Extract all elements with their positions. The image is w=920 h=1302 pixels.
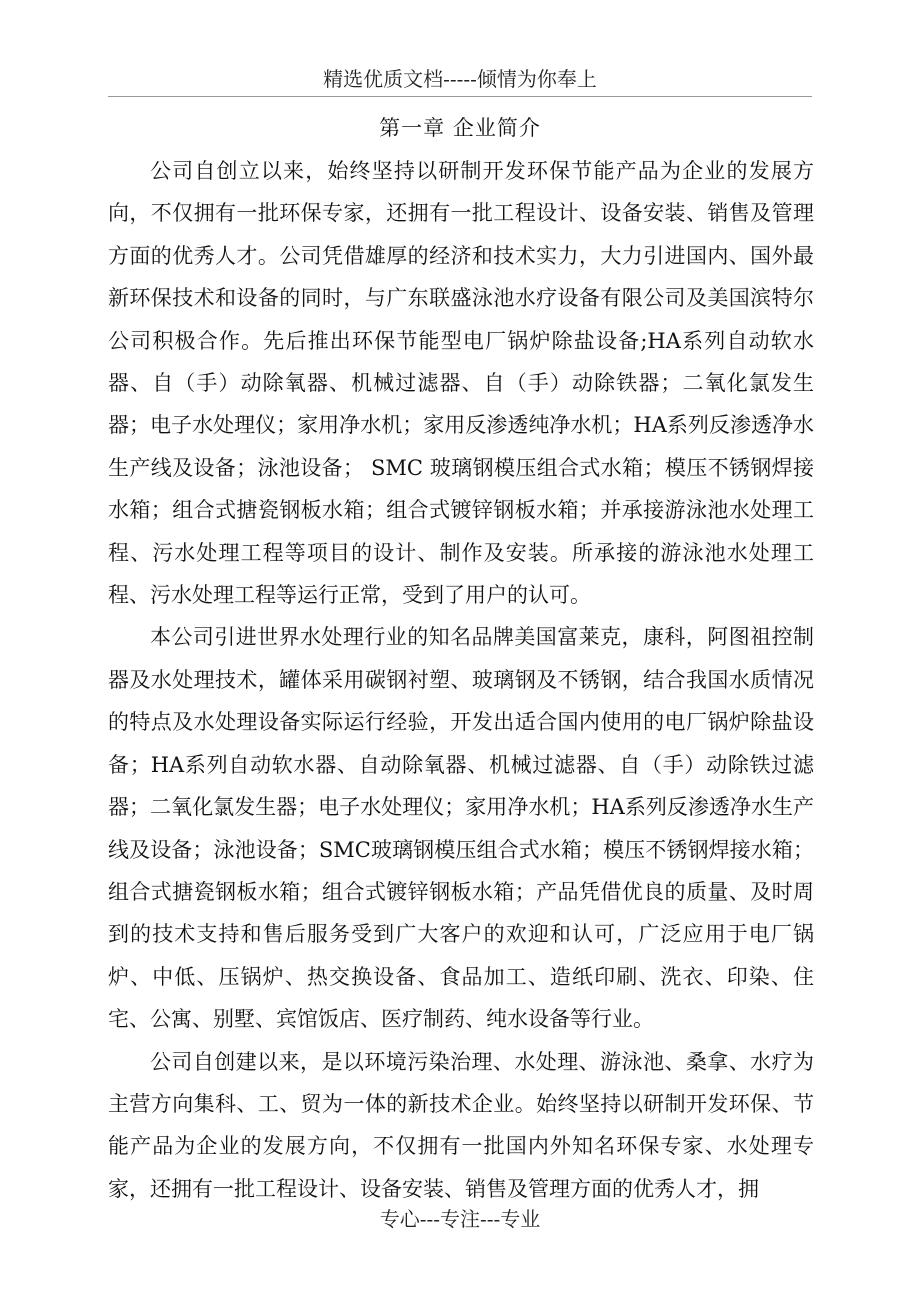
paragraph-company-history: 公司自创立以来，始终坚持以研制开发环保节能产品为企业的发展方向，不仅拥有一批环保专家，还拥有一批工程设计、设备安装、销售及管理方面的优秀人才。公司凭借雄厚的经济和技术实力，大力引进国内、国外最新环保技术和设备的同时，与广东联盛泳池水疗设备有限公司及美国滨特尔公司积极合作。先后推出环保节能型电厂锅炉除盐设备;HA系列自动软水器、自（手）动除氧器、机械过滤器、自（手）动除铁器；二氧化氯发生器；电子水处理仪；家用净水机；家用反渗透纯净水机；HA系列反渗透净水生产线及设备；泳池设备； SMC 玻璃钢模压组合式水箱；模压不锈钢焊接水箱；组合式搪瓷钢板水箱；组合式镀锌钢板水箱；并承接游泳池水处理工程、污水处理工程等项目的设计、制作及安装。所承接的游泳池水处理工程、污水处理工程等运行正常，受到了用户的认可。 [108, 159, 814, 608]
chapter-title: 第一章 企业简介 [379, 116, 541, 140]
paragraph-business-scope: 公司自创建以来，是以环境污染治理、水处理、游泳池、桑拿、水疗为主营方向集科、工、贸为一体的新技术企业。始终坚持以研制开发环保、节能产品为企业的发展方向，不仅拥有一批国内外知名环保专家、水处理专家，还拥有一批工程设计、设备安装、销售及管理方面的优秀人才，拥 [108, 1049, 814, 1201]
body-text [108, 150, 814, 1210]
paragraph-technology: 本公司引进世界水处理行业的知名品牌美国富莱克，康科，阿图祖控制器及水处理技术，罐体采用碳钢衬塑、玻璃钢及不锈钢，结合我国水质情况的特点及水处理设备实际运行经验，开发出适合国内使用的电厂锅炉除盐设备；HA系列自动软水器、自动除氧器、机械过滤器、自（手）动除铁过滤器；二氧化氯发生器；电子水处理仪；家用净水机；HA系列反渗透净水生产线及设备；泳池设备；SMC玻璃钢模压组合式水箱；模压不锈钢焊接水箱；组合式搪瓷钢板水箱；组合式镀锌钢板水箱；产品凭借优良的质量、及时周到的技术支持和售后服务受到广大客户的欢迎和认可，广泛应用于电厂锅炉、中低、压锅炉、热交换设备、食品加工、造纸印刷、洗衣、印染、住宅、公寓、别墅、宾馆饭店、医疗制药、纯水设备等行业。 [108, 625, 814, 1032]
page-footer: 专心---专注---专业 [379, 1207, 541, 1231]
page-header: 精选优质文档-----倾情为你奉上 [108, 62, 812, 97]
